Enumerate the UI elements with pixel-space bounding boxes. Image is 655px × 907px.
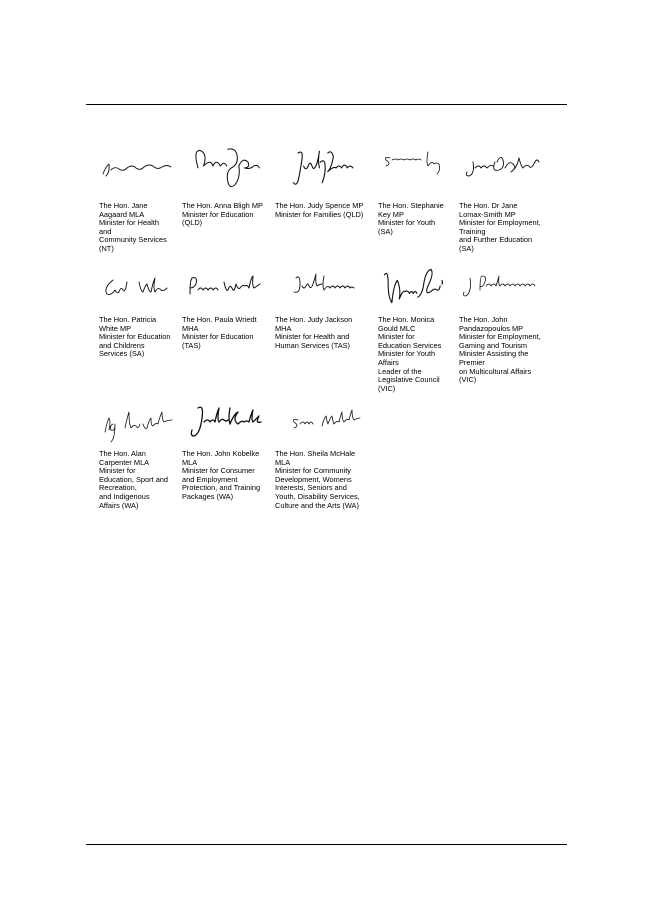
caption-line: Minister for Health and <box>275 332 350 342</box>
signatory-paula-wriedt <box>182 260 266 350</box>
caption-line: Legislative Council <box>378 375 440 385</box>
signature-image <box>462 260 546 312</box>
caption-line: Affairs <box>378 357 399 367</box>
caption-line: The Hon. Judy Spence MP <box>275 201 364 210</box>
caption-line: on Multicultural Affairs <box>459 366 532 376</box>
caption-line: Interests, Seniors and <box>275 483 347 493</box>
caption-line: The Hon. Paula Wriedt <box>182 315 257 324</box>
top-rule <box>86 104 567 105</box>
caption-line: MLA <box>182 457 198 467</box>
caption-line: Minister Assisting the <box>459 349 529 359</box>
signature-image <box>99 398 177 450</box>
caption-line: Minister for Education <box>99 332 171 342</box>
signature-image <box>459 140 543 192</box>
signature-image <box>182 140 266 192</box>
caption-line: and Childrens <box>99 340 145 350</box>
caption-line: Minister for Community <box>275 466 351 476</box>
caption-line: Culture and the Arts (WA) <box>275 500 359 510</box>
signatory-judy-jackson <box>275 260 364 350</box>
caption-line: Carpenter MLA <box>99 457 150 467</box>
caption-line: (VIC) <box>459 375 477 385</box>
signatory-patricia-white <box>99 260 177 359</box>
caption-line: The Hon. John Kobelke <box>182 449 260 458</box>
caption-line: (TAS) <box>182 340 201 350</box>
signature-image <box>99 260 177 312</box>
caption-line: and Indigenous <box>99 491 150 501</box>
signatory-jane-lomax-smith <box>459 140 543 253</box>
signature-image <box>290 140 360 192</box>
caption-line: Premier <box>459 357 485 367</box>
signature-image <box>378 140 450 192</box>
caption-line: Affairs (WA) <box>99 500 139 510</box>
signatory-sheila-mchale <box>275 398 368 510</box>
caption-line: (SA) <box>459 243 474 253</box>
caption-line: and Employment <box>182 474 238 484</box>
caption-line: Youth, Disability Services, <box>275 491 360 501</box>
signature-image <box>182 260 266 312</box>
caption-line: The Hon. Judy Jackson <box>275 315 353 324</box>
caption-line: Key MP <box>378 209 404 219</box>
caption-line: Minister for Education <box>182 332 254 342</box>
signature-image <box>378 260 454 312</box>
caption-line: MHA <box>275 323 292 333</box>
signature-image <box>288 398 368 450</box>
caption-line: The Hon. Alan <box>99 449 146 458</box>
caption-line: Minister for Health <box>99 218 159 228</box>
caption-line: Services (SA) <box>99 349 145 359</box>
caption-line: The Hon. Sheila McHale <box>275 449 356 458</box>
caption-line: Development, Womens <box>275 474 352 484</box>
caption-line: (QLD) <box>182 218 203 228</box>
caption-line: Lomax-Smith MP <box>459 209 516 219</box>
caption-line: Protection, and Training <box>182 483 261 493</box>
caption-line: Minister for Consumer <box>182 466 255 476</box>
caption-line: The Hon. Monica <box>378 315 435 324</box>
caption-line: MHA <box>182 323 199 333</box>
caption-line: (VIC) <box>378 383 396 393</box>
caption-line: The Hon. Patricia <box>99 315 157 324</box>
caption-line: Minister for Employment, <box>459 332 541 342</box>
caption-line: MLA <box>275 457 291 467</box>
bottom-rule <box>86 844 567 845</box>
caption-line: Recreation, <box>99 483 137 493</box>
caption-line: Minister for <box>378 332 415 342</box>
caption-line: Education Services <box>378 340 442 350</box>
caption-line: Pandazopoulos MP <box>459 323 524 333</box>
signature-image <box>288 260 364 312</box>
signatory-john-pandazopoulos <box>459 260 546 385</box>
caption-line: (SA) <box>378 226 393 236</box>
caption-line: The Hon. John <box>459 315 508 324</box>
caption-line: Gould MLC <box>378 323 416 333</box>
signatory-alan-carpenter <box>99 398 177 510</box>
signatory-judy-spence <box>275 140 364 219</box>
caption-line: and Further Education <box>459 235 533 245</box>
caption-line: (NT) <box>99 243 114 253</box>
caption-line: Leader of the <box>378 366 422 376</box>
caption-line: Community Services <box>99 235 167 245</box>
caption-line: Minister for Youth <box>378 349 436 359</box>
signatory-monica-gould <box>378 260 454 393</box>
caption-line: Packages (WA) <box>182 491 234 501</box>
caption-line: White MP <box>99 323 132 333</box>
caption-line: The Hon. Anna Bligh MP <box>182 201 263 210</box>
signatory-anna-bligh <box>182 140 266 228</box>
signatory-john-kobelke <box>182 398 262 501</box>
signature-image <box>190 398 262 450</box>
caption-line: The Hon. Dr Jane <box>459 201 518 210</box>
caption-line: Human Services (TAS) <box>275 340 351 350</box>
caption-line: and <box>99 226 112 236</box>
signature-image <box>99 140 177 192</box>
signatory-jane-aagaard <box>99 140 177 253</box>
caption-line: Minister for Families (QLD) <box>275 209 364 219</box>
caption-line: Training <box>459 226 486 236</box>
caption-line: Education, Sport and <box>99 474 169 484</box>
caption-line: Minister for Education <box>182 209 254 219</box>
caption-line: Minister for <box>99 466 136 476</box>
caption-line: Aagaard MLA <box>99 209 145 219</box>
caption-line: The Hon. Jane <box>99 201 148 210</box>
caption-line: Minister for Employment, <box>459 218 541 228</box>
caption-line: The Hon. Stephanie <box>378 201 444 210</box>
caption-line: Gaming and Tourism <box>459 340 528 350</box>
caption-line: Minister for Youth <box>378 218 436 228</box>
signatory-stephanie-key <box>378 140 450 236</box>
